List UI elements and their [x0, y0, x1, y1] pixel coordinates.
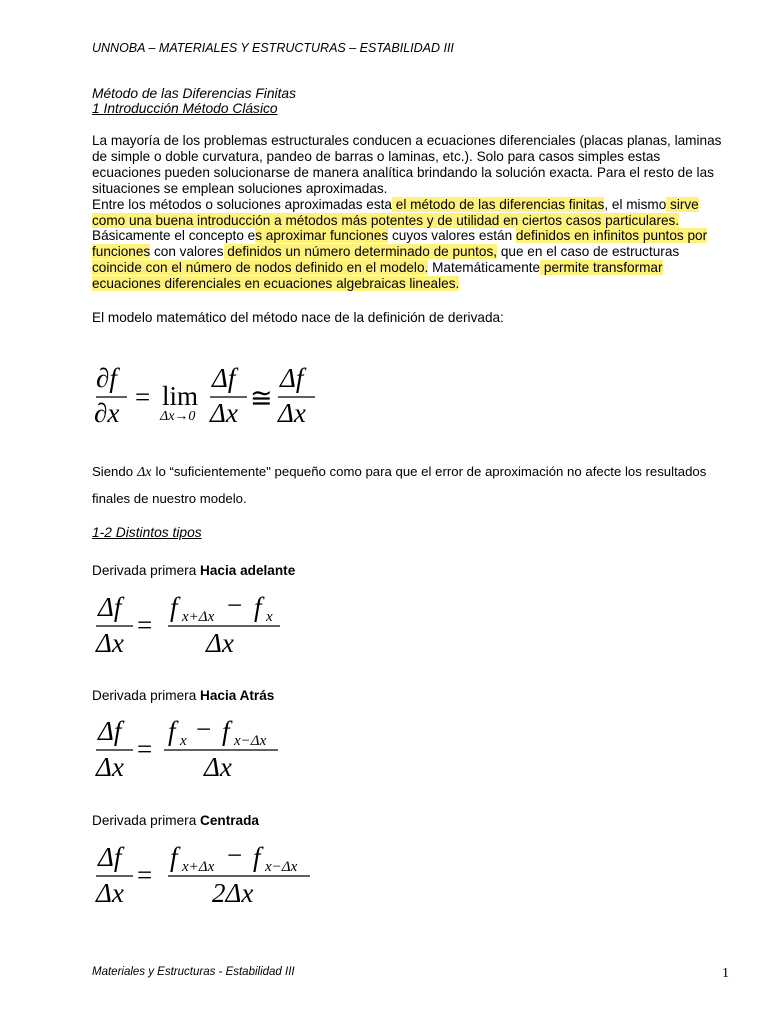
formula-delta-x: Δx	[96, 628, 124, 658]
formula-minus: −	[196, 714, 212, 744]
formula-subscript: x	[266, 609, 273, 625]
formula-delta-x: Δx	[96, 752, 124, 782]
formula-delta-x: Δx	[210, 398, 238, 428]
formula-f: f	[168, 716, 176, 746]
intro-text: Entre los métodos o soluciones aproximadas esta	[92, 196, 392, 212]
formula-two-delta-x: 2Δx	[212, 878, 254, 908]
formula-delta-f: Δf	[98, 842, 122, 872]
label-central	[92, 813, 259, 828]
document-title: Método de las Diferencias Finitas	[92, 86, 296, 101]
model-text: El modelo matemático del método nace de la definición de derivada:	[92, 310, 504, 325]
label-prefix: Derivada primera	[92, 688, 201, 703]
derivative-definition-formula	[90, 350, 330, 435]
formula-f: f	[170, 592, 178, 622]
intro-text: , el mismo	[604, 196, 667, 212]
formula-partial-x: ∂x	[94, 398, 120, 428]
intro-text: que en el caso de estructuras	[497, 244, 680, 260]
label-prefix: Derivada primera	[92, 563, 201, 578]
label-bold: Centrada	[200, 813, 259, 828]
highlighted-text: s aproximar funciones	[255, 228, 389, 244]
section-title-types: 1-2 Distintos tipos	[92, 525, 202, 540]
siendo-pre: Siendo	[92, 464, 134, 479]
intro-text: La mayoría de los problemas estructurales conducen a ecuaciones diferenciales (placas planas, laminas de simple o doble curvatura, pandeo de barras o laminas, etc.). Solo para casos simples estas ecuaciones pueden solucionarse de manera analítica brindando la solución exacta. Para el resto de las situaciones se emplean soluciones aproximadas.	[92, 133, 722, 196]
label-backward	[92, 688, 274, 703]
section-title-intro: 1 Introducción Método Clásico	[92, 101, 278, 116]
label-forward	[92, 563, 295, 578]
formula-f: f	[222, 716, 230, 746]
intro-text: Matemáticamente	[428, 260, 541, 276]
formula-equals: =	[135, 382, 151, 412]
formula-f: f	[170, 842, 178, 872]
formula-f: f	[254, 592, 262, 622]
highlighted-text: definidos un número determinado de puntos,	[223, 244, 498, 260]
central-difference-formula	[92, 838, 322, 910]
forward-difference-formula	[92, 588, 292, 660]
intro-paragraph	[92, 133, 732, 292]
formula-lim: lim	[162, 381, 199, 411]
formula-delta-x: Δx	[278, 398, 306, 428]
delta-x-symbol: Δx	[137, 465, 152, 480]
formula-minus: −	[227, 590, 243, 620]
highlighted-text: coincide con el número de nodos definido en el modelo.	[92, 260, 429, 276]
intro-text: cuyos valores están	[388, 228, 516, 244]
formula-subscript: x+Δx	[182, 609, 215, 625]
highlighted-text: permite transformar ecuaciones diferenciales en ecuaciones algebraicas lineales.	[92, 260, 663, 292]
formula-equals: =	[137, 610, 153, 640]
siendo-paragraph	[92, 459, 732, 512]
highlighted-text: el método de las diferencias finitas	[391, 196, 605, 212]
formula-subscript: x	[180, 733, 187, 749]
formula-subscript: x+Δx	[182, 859, 215, 875]
intro-text: Básicamente el concepto e	[92, 228, 256, 244]
page-footer: Materiales y Estructuras - Estabilidad III	[92, 966, 295, 978]
highlighted-text: sirve como una buena introducción a métodos más potentes y de utilidad en ciertos casos particulares.	[92, 196, 699, 228]
label-bold: Hacia adelante	[200, 563, 296, 578]
formula-approx: ≅	[250, 383, 273, 413]
formula-equals: =	[137, 860, 153, 890]
formula-equals: =	[137, 734, 153, 764]
formula-delta-x: Δx	[204, 752, 232, 782]
formula-delta-f: Δf	[98, 716, 122, 746]
siendo-post: lo “suficientemente" pequeño como para que el error de aproximación no afecte los resultados finales de nuestro modelo.	[92, 464, 707, 506]
formula-minus: −	[227, 840, 243, 870]
formula-lim-sub: Δx→0	[160, 409, 196, 424]
page-number: 1	[722, 966, 729, 981]
label-prefix: Derivada primera	[92, 813, 201, 828]
formula-f: f	[253, 842, 261, 872]
formula-subscript: x−Δx	[234, 733, 267, 749]
formula-delta-x: Δx	[96, 878, 124, 908]
highlighted-text: definidos en infinitos puntos por funciones	[92, 228, 708, 260]
label-bold: Hacia Atrás	[200, 688, 275, 703]
formula-delta-f: Δf	[98, 592, 122, 622]
page-header: UNNOBA – MATERIALES Y ESTRUCTURAS – ESTABILIDAD III	[92, 41, 454, 55]
formula-delta-x: Δx	[206, 628, 234, 658]
formula-partial-f: ∂f	[96, 363, 117, 393]
formula-subscript: x−Δx	[265, 859, 298, 875]
formula-delta-f: Δf	[280, 363, 304, 393]
backward-difference-formula	[92, 712, 292, 784]
intro-text: con valores	[150, 244, 224, 260]
formula-delta-f: Δf	[212, 363, 236, 393]
